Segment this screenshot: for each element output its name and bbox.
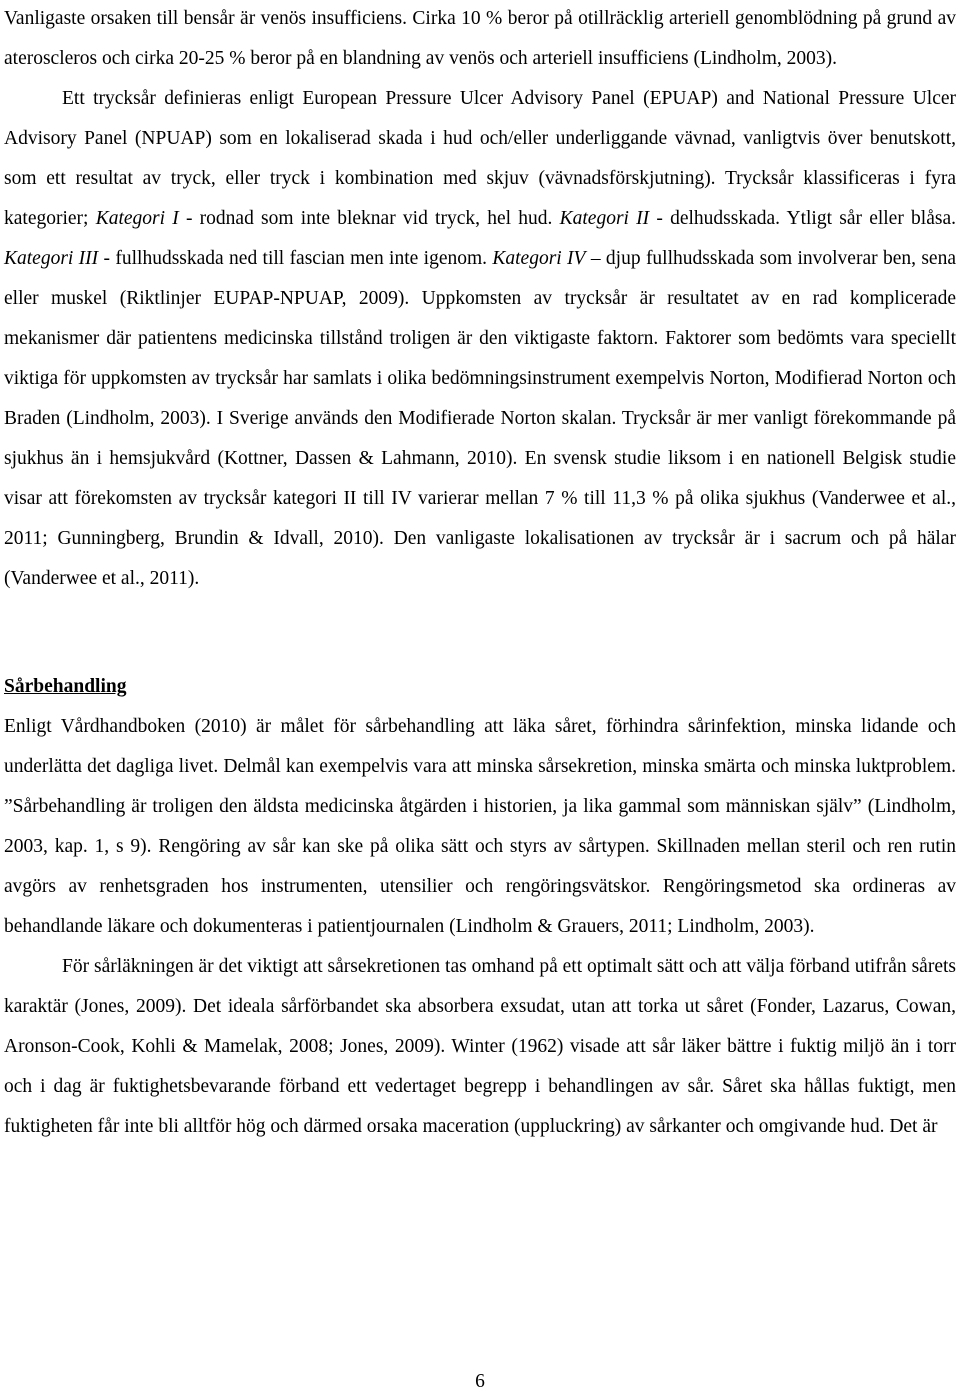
text-segment: – djup fullhudsskada som involverar ben, sena eller muskel (Riktlinjer EUPAP-NPUAP, 2009). Uppkomsten av trycksår är resultatet av en rad komplicerade mekanismer där patientens medicinska tillstånd troligen är den viktigaste faktorn. Faktorer som bedömts vara speciellt viktiga för uppkomsten av trycksår har samlats i olika bedömningsinstrument exempelvis Norton, Modifierad Norton och Braden (Lindholm, 2003). I Sverige används den Modifierade Norton skalan. Trycksår är mer vanligt förekommande på sjukhus än i hemsjukvård (Kottner, Dassen & Lahmann, 2010). En svensk studie liksom i en nationell Belgisk studie visar att förekomsten av trycksår kategori II till IV varierar mellan 7 % till 11,3 % på olika sjukhus (Vanderwee et al., 2011; Gunningberg, Brundin & Idvall, 2010). Den vanligaste lokalisationen av trycksår är i sacrum och på hälar (Vanderwee et al., 2011). [4, 248, 956, 589]
paragraph-wound-treatment: Enligt Vårdhandboken (2010) är målet för sårbehandling att läka såret, förhindra sårinfektion, minska lidande och underlätta det dagliga livet. Delmål kan exempelvis vara att minska sårsekretion, minska smärta och minska luktproblem. ”Sårbehandling är troligen den äldsta medicinska åtgärden i historien, ja lika gammal som människan själv” (Lindholm, 2003, kap. 1, s 9). Rengöring av sår kan ske på olika sätt och styrs av sårtypen. Skillnaden mellan steril och ren rutin avgörs av renhetsgraden hos instrumenten, utensilier och rengöringsvätskor. Rengöringsmetod ska ordineras av behandlande läkare och dokumenteras i patientjournalen (Lindholm & Grauers, 2011; Lindholm, 2003). [4, 716, 956, 937]
text-segment: - fullhudsskada ned till fascian men inte igenom. [98, 248, 493, 269]
category-ii-term: Kategori II [559, 208, 650, 229]
text-segment: Ett trycksår definieras enligt European Pressure Ulcer Advisory Panel (EPUAP) and National Pressure Ulcer Advisory Panel (NPUAP) som en lokaliserad skada i hud och/eller underliggande vävnad, vanligtvis över benutskott, som ett resultat av tryck, eller tryck i kombination med skjuv (vävnadsförskjutning). Trycksår klassificeras i fyra kategorier; [4, 88, 956, 229]
paragraph-wound-healing: För sårläkningen är det viktigt att sårsekretionen tas omhand på ett optimalt sätt och att välja förband utifrån sårets karaktär (Jones, 2009). Det ideala sårförbandet ska absorbera exsudat, utan att torka ut såret (Fonder, Lazarus, Cowan, Aronson-Cook, Kohli & Mamelak, 2008; Jones, 2009). Winter (1962) visade att sår läker bättre i fuktig miljö än i torr och i dag är fuktighetsbevarande förband ett vedertaget begrepp i behandlingen av sår. Såret ska hållas fuktigt, men fuktigheten får inte bli alltför hög och därmed orsaka maceration (uppluckring) av sårkanter och omgivande hud. Det är [4, 956, 956, 1137]
page-number: 6 [475, 1371, 485, 1392]
category-iii-term: Kategori III [4, 248, 99, 269]
text-segment: - delhudsskada. Ytligt sår eller blåsa. [649, 208, 956, 229]
category-i-term: Kategori I [95, 208, 179, 229]
category-iv-term: Kategori IV [492, 248, 586, 269]
paragraph-venous-insufficiency: Vanligaste orsaken till bensår är venös insufficiens. Cirka 10 % beror på otillräcklig arteriell genomblödning på grund av ateroscleros och cirka 20-25 % beror på en blandning av venös och arteriell insufficiens (Lindholm, 2003). [4, 8, 956, 69]
section-heading: Sårbehandling [4, 676, 127, 697]
document-page [4, 0, 956, 1147]
paragraph-pressure-ulcer [4, 79, 956, 599]
text-segment: - rodnad som inte bleknar vid tryck, hel hud. [178, 208, 560, 229]
